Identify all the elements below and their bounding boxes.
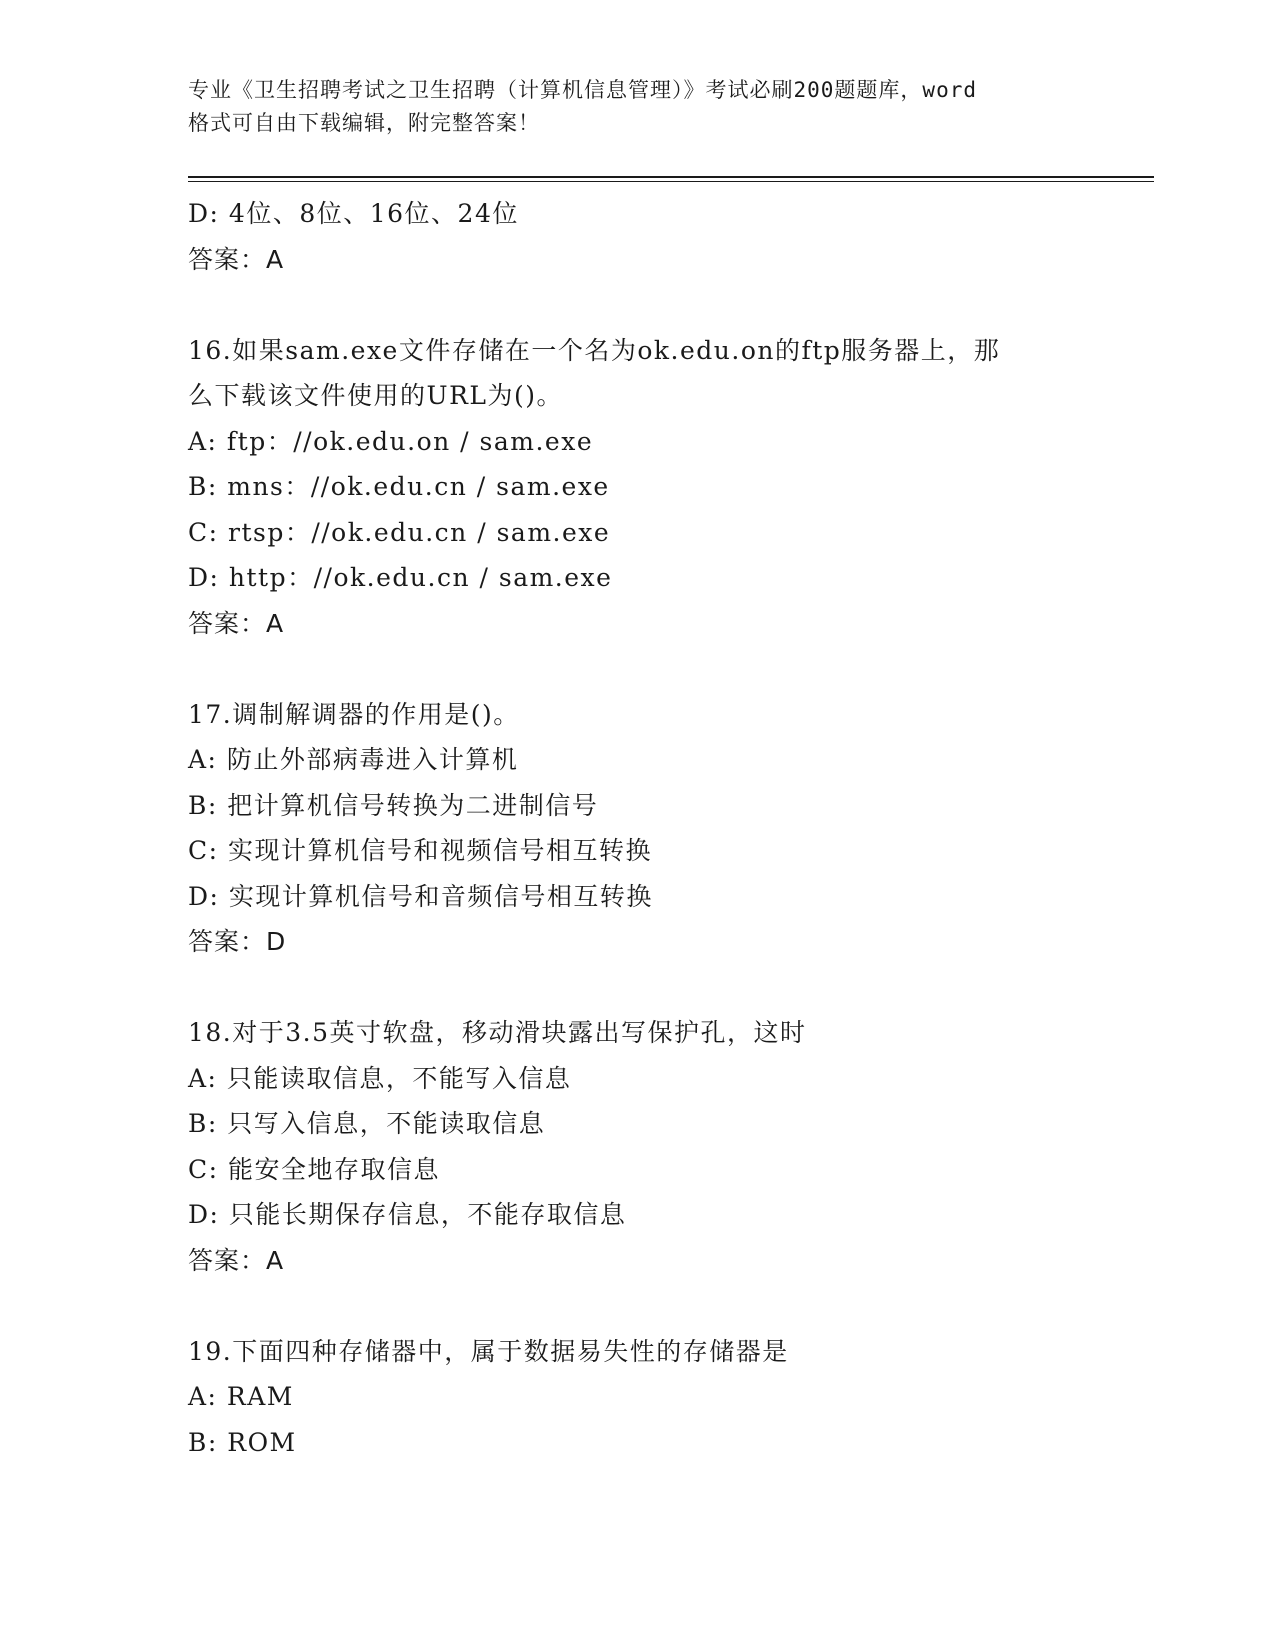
option-c: C: 实现计算机信号和视频信号相互转换 [188,836,652,865]
question-17 [188,692,1148,965]
question-fragment [188,191,1148,282]
option-a: A: 只能读取信息，不能写入信息 [188,1063,572,1093]
option-a: A: RAM [188,1382,294,1411]
question-list [188,191,1148,1465]
question-text-cont: 么下载该文件使用的URL为()。 [188,381,564,410]
option-d: D: 只能长期保存信息，不能存取信息 [188,1200,627,1229]
question-text: 16.如果sam.exe文件存储在一个名为ok.edu.on的ftp服务器上，那 [188,335,1001,365]
option-b: B: mns：//ok.edu.cn / sam.exe [188,472,610,501]
option-d: D: 实现计算机信号和音频信号相互转换 [188,881,653,911]
header-rule-thick [188,176,1154,178]
option-a: A: ftp：//ok.edu.on / sam.exe [188,426,594,456]
option-d: D: http：//ok.edu.cn / sam.exe [188,563,613,592]
question-text: 18.对于3.5英寸软盘，移动滑块露出写保护孔，这时 [188,1018,807,1047]
question-text: 17.调制解调器的作用是()。 [188,699,520,729]
option-b: B: ROM [188,1427,297,1457]
answer-line: 答案：A [188,244,285,274]
document-header [188,74,1108,140]
option-a: A: 防止外部病毒进入计算机 [188,745,519,774]
header-line-1: 专业《卫生招聘考试之卫生招聘（计算机信息管理）》考试必刷200题题库，word [188,78,977,102]
option-d: D: 4位、8位、16位、24位 [188,199,519,228]
answer-line: 答案：A [188,1245,285,1275]
question-16 [188,328,1148,647]
answer-line: 答案：D [188,927,287,956]
option-b: B: 把计算机信号转换为二进制信号 [188,790,599,820]
header-rule-thin [188,181,1154,182]
question-18 [188,1010,1148,1283]
question-text: 19.下面四种存储器中，属于数据易失性的存储器是 [188,1336,789,1366]
option-b: B: 只写入信息，不能读取信息 [188,1109,546,1138]
header-line-2: 格式可自由下载编辑，附完整答案！ [188,111,540,135]
answer-line: 答案：A [188,608,285,638]
question-19 [188,1329,1148,1466]
option-c: C: 能安全地存取信息 [188,1154,440,1184]
option-c: C: rtsp：//ok.edu.cn / sam.exe [188,517,611,547]
